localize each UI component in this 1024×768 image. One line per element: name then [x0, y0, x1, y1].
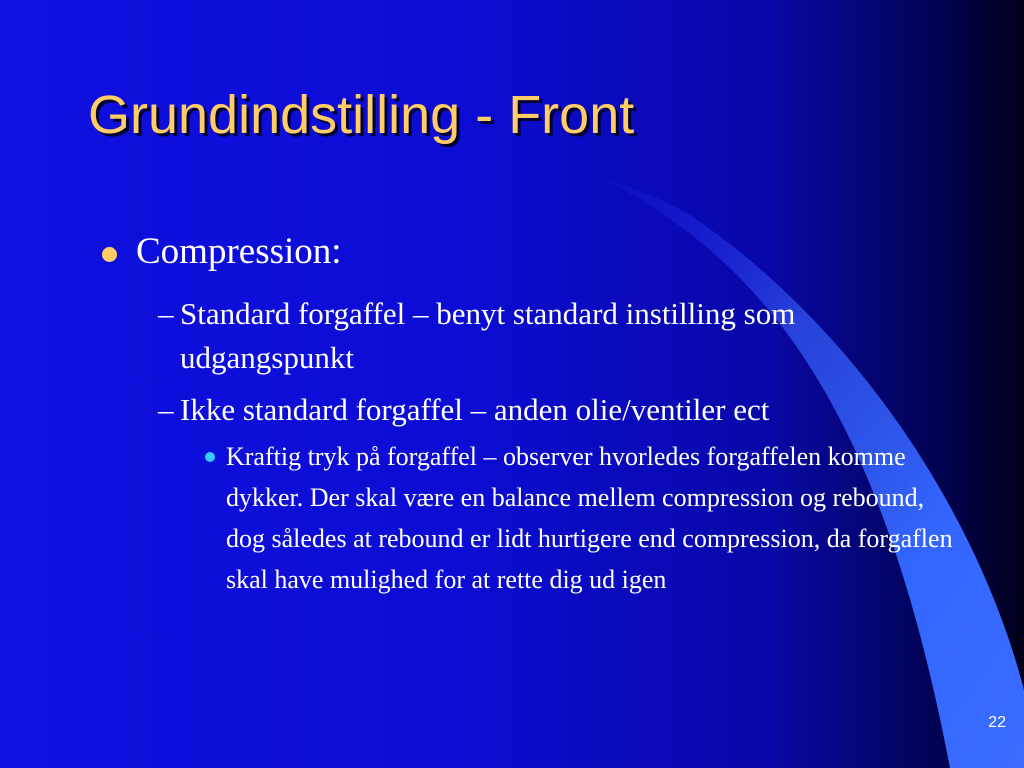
subbullet-item-nonstandard-fork: [158, 388, 920, 432]
small-bullet-dot-icon: [205, 452, 215, 462]
bullet-dot-icon: [102, 247, 117, 262]
page-number: 22: [988, 714, 1006, 731]
dash-marker: –: [158, 392, 174, 427]
subbullet-text: Standard forgaffel – benyt standard instilling som udgangspunkt: [180, 296, 796, 375]
bullet-text: Compression:: [136, 231, 342, 272]
subsubbullet-item-press-fork: [226, 436, 958, 600]
subsubbullet-text: Kraftig tryk på forgaffel – observer hvorledes forgaffelen komme dykker. Der skal være en balance mellem compression og rebound, dog således at rebound er lidt hurtigere end compression, da forgaflen skal have mulighed for at rette dig ud igen: [226, 442, 953, 594]
dash-marker: –: [158, 296, 174, 331]
bullet-item-compression: [100, 228, 960, 276]
subbullet-text: Ikke standard forgaffel – anden olie/ventiler ect: [180, 392, 770, 427]
subbullet-item-standard-fork: [158, 292, 920, 380]
slide-body: [100, 228, 960, 600]
slide-title: Grundindstilling - Front: [88, 85, 635, 145]
